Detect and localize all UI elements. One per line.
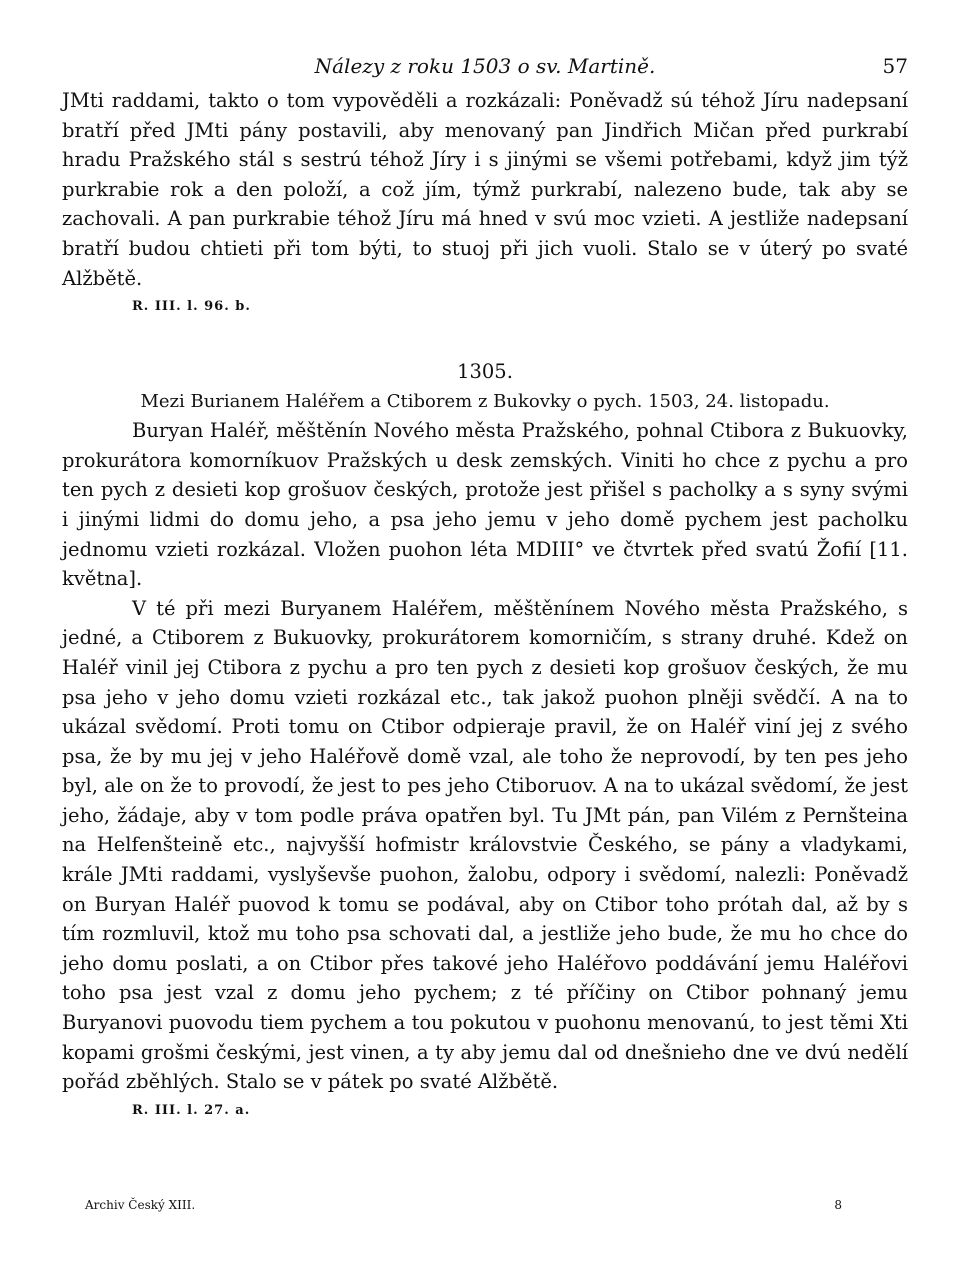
document-number: 1305. <box>457 360 513 384</box>
running-head <box>62 52 908 86</box>
page-footer <box>85 1194 842 1218</box>
source-reference: R. III. l. 27. a. <box>132 1102 251 1118</box>
document-paragraph: V té při mezi Buryanem Haléřem, měštěnínem Nového města Pražského, s jedné, a Ctiborem z Bukuovky, prokurátorem komorničím, s strany druhé. Kdež on Haléř vinil jej Ctibora z pychu a pro ten pych z desieti kop grošuov českých, že mu psa jeho v jeho domu vzieti rozkázal etc., tak jakož puohon plněji svědčí. A na to ukázal svědomí. Proti tomu on Ctibor odpieraje pravil, že on Haléř viní jej z svého psa, že by mu jej v jeho Haléřově domě vzal, ale toho že neprovodí, by ten pes jeho byl, ale on že to provodí, že jest to pes jeho Ctiboruov. A na to ukázal svědomí, že jest jeho, žádaje, aby v tom podle práva opatřen byl. Tu JMt pán, pan Vilém z Pernšteina na Helfenšteině etc., najvyšší hofmistr královstvie Českého, se pány a vladykami, krále JMti raddami, vyslyševše puohon, žalobu, odpory i svědomí, nalezli: Poněvadž on Buryan Haléř puovod k tomu se podával, aby on Ctibor toho prótah dal, až by s tím rozmluvil, ktož mu toho psa schovati dal, a jestliže jeho bude, že mu ho chce do jeho domu poslati, a on Ctibor přes takové jeho Haléřovo poddávání jemu Haléřovi toho psa jest vzal z domu jeho pychem; z té příčiny on Ctibor pohnaný jemu Buryanovi puovodu tiem pychem a tou pokutou v puohonu menovanú, to jest těmi Xti kopami grošmi českými, jest vinen, a ty aby jemu dal od dnešnieho dne ve dvú nedělí pořád zběhlých. Stalo se v pátek po svaté Alžbětě. <box>62 596 908 1094</box>
signature-mark: Archiv Český XIII. <box>85 1198 196 1212</box>
continued-paragraph: JMti raddami, takto o tom vypověděli a rozkázali: Poněvadž sú téhož Jíru nadepsaní bratří před JMti pány postavili, aby menovaný pan Jindřich Mičan před purkrabí hradu Pražského stál s sestrú téhož Jíry i s jinými se všemi potřebami, když jim týž purkrabie rok a den položí, a což jím, týmž purkrabí, nalezeno bude, tak aby se zachovali. A pan purkrabie téhož Jíru má hned v svú moc vzieti. A jestliže nadepsaní bratří budou chtieti při tom býti, to stuoj při jich vuoli. Stalo se v úterý po svaté Alžbětě. <box>62 89 908 290</box>
page-body <box>62 52 908 1118</box>
document-paragraph: Buryan Haléř, měštěnín Nového města Pražského, pohnal Ctibora z Bukuovky, prokurátora komorníkuov Pražských u desk zemských. Viniti ho chce z pychu a pro ten pych z desieti kop grošuov českých, protože jest přišel s pacholky a s syny svými i jinými lidmi do domu jeho, a psa jeho jemu v jeho domě pychem jest pacholku jednomu vzieti rozkázal. Vložen puohon léta MDIII° ve čtvrtek před svatú Žofií [11. května]. <box>62 419 908 591</box>
running-title: Nálezy z roku 1503 o sv. Martině. <box>314 54 656 78</box>
page-number: 57 <box>882 54 908 78</box>
sheet-number: 8 <box>834 1198 842 1212</box>
document-heading: Mezi Burianem Haléřem a Ctiborem z Bukovky o pych. 1503, 24. listopadu. <box>140 391 830 413</box>
source-reference: R. III. l. 96. b. <box>132 299 251 315</box>
